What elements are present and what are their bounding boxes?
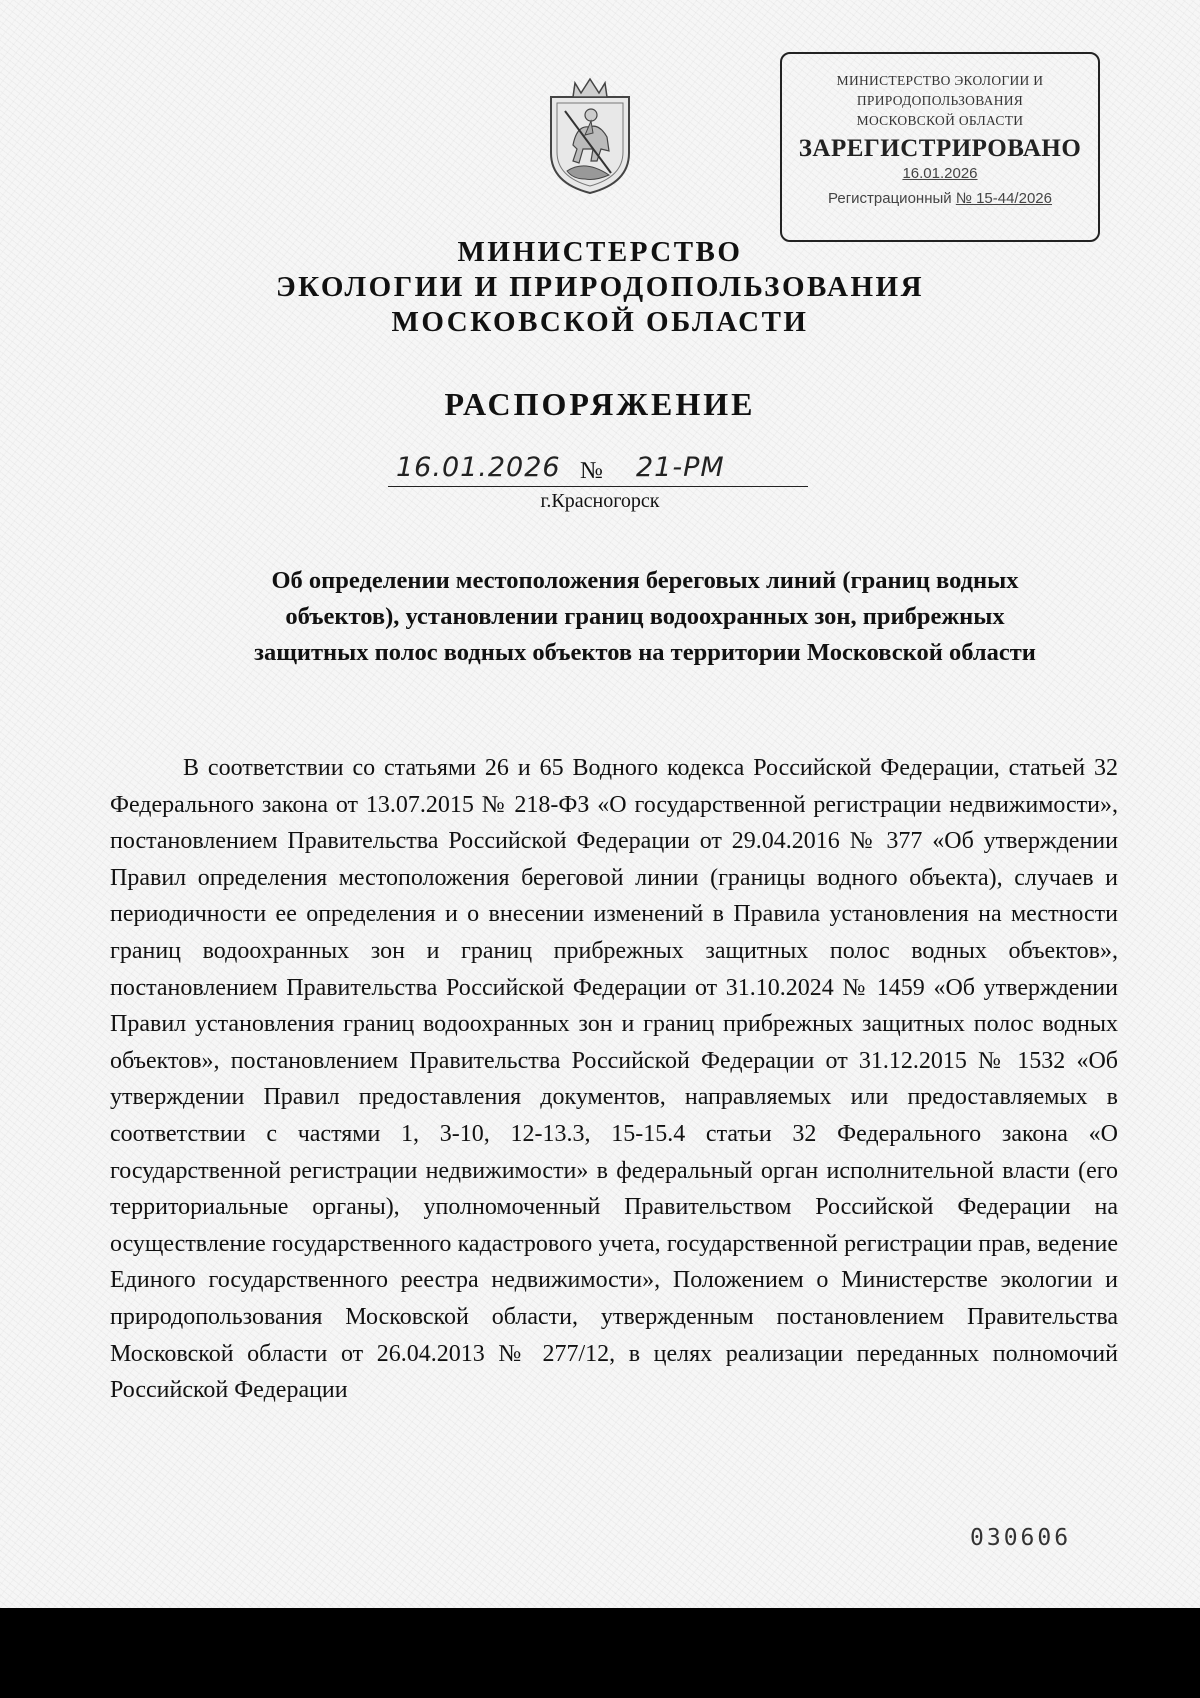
- order-date: 16.01.2026: [396, 452, 561, 483]
- ministry-header-line-3: МОСКОВСКОЙ ОБЛАСТИ: [391, 306, 809, 338]
- stamp-reg-number: № 15-44/2026: [955, 190, 1052, 207]
- ministry-header-line-1: МИНИСТЕРСТВО: [457, 236, 743, 268]
- coat-of-arms-icon: [545, 75, 635, 197]
- registration-stamp: [780, 52, 1100, 242]
- body-paragraph: В соответствии со статьями 26 и 65 Водного кодекса Российской Федерации, статьей 32 Федерального закона от 13.07.2015 № 218-ФЗ «О государственной регистрации недвижимости», постановлением Правительства Российской Федерации от 29.04.2016 № 377 «Об утверждении Правил определения местоположения береговой линии (границы водного объекта), случаев и периодичности ее определения и о внесении изменений в Правила установления на местности границ водоохранных зон и границ прибрежных защитных полос водных объектов», постановлением Правительства Российской Федерации от 31.10.2024 № 1459 «Об утверждении Правил установления границ водоохранных зон и границ прибрежных защитных полос водных объектов», постановлением Правительства Российской Федерации от 31.12.2015 № 1532 «Об утверждении Правил предоставления документов, направляемых или предоставляемых в соответствии с частями 1, 3-10, 12-13.3, 15-15.4 статьи 32 Федерального закона «О государственной регистрации недвижимости» в федеральный орган исполнительной власти (его территориальные органы), уполномоченный Правительством Российской Федерации на осуществление государственного кадастрового учета, государственной регистрации прав, ведение Единого государственного реестра недвижимости», Положением о Министерстве экологии и природопользования Московской области, утвержденным постановлением Правительства Московской области от 26.04.2013 № 277/12, в целях реализации переданных полномочий Российской Федерации: [110, 755, 1118, 1404]
- stamp-date: 16.01.2026: [902, 165, 978, 182]
- subject-line-3: защитных полос водных объектов на территории Московской области: [254, 639, 1036, 666]
- page-code: 030606: [970, 1525, 1072, 1551]
- ministry-header-line-2: ЭКОЛОГИИ И ПРИРОДОПОЛЬЗОВАНИЯ: [275, 271, 925, 303]
- scan-bottom-border: [0, 1608, 1200, 1698]
- subject-line-2: объектов), установлении границ водоохранных зон, прибрежных: [285, 603, 1005, 630]
- stamp-line-2: ПРИРОДОПОЛЬЗОВАНИЯ: [856, 93, 1024, 108]
- stamp-registered: ЗАРЕГИСТРИРОВАНО: [798, 135, 1082, 162]
- subject-line-1: Об определении местоположения береговых линий (границ водных: [271, 567, 1019, 594]
- stamp-registration-number: [782, 190, 1098, 207]
- order-number: 21-РМ: [636, 452, 725, 483]
- stamp-line-1: МИНИСТЕРСТВО ЭКОЛОГИИ И: [836, 73, 1044, 88]
- city-of-issue: г.Красногорск: [540, 490, 660, 512]
- order-date-number-line: [388, 450, 808, 487]
- order-number-sign: №: [580, 458, 603, 484]
- document-subject: [170, 563, 1120, 671]
- stamp-line-3: МОСКОВСКОЙ ОБЛАСТИ: [856, 113, 1024, 128]
- ministry-header: [200, 235, 1000, 340]
- document-type-title: РАСПОРЯЖЕНИЕ: [444, 386, 756, 422]
- stamp-reg-label: Регистрационный: [828, 190, 952, 207]
